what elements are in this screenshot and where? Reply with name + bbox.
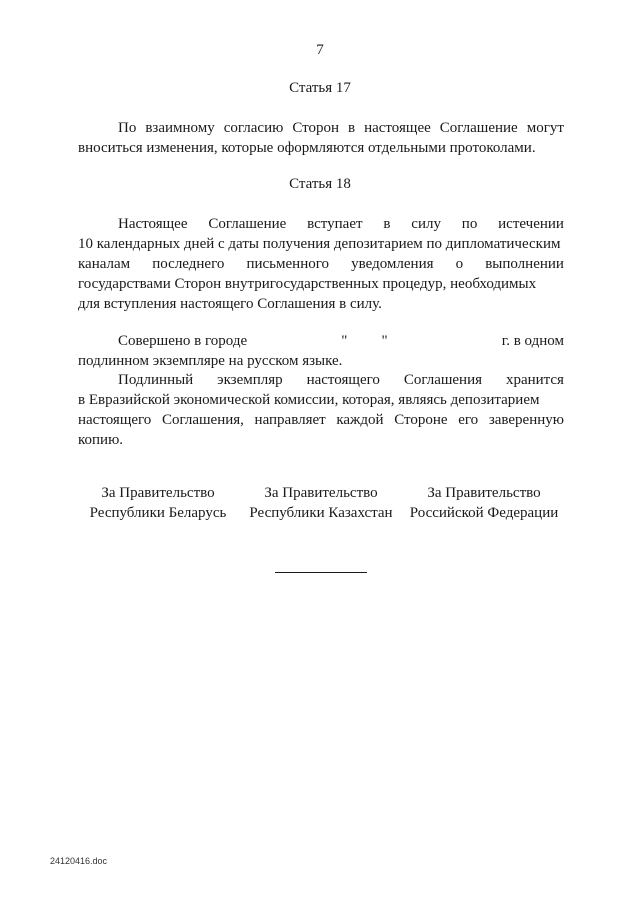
footer-file-code: 24120416.doc <box>50 856 108 866</box>
word: настоящего <box>78 412 152 428</box>
word: уведомления <box>351 256 434 272</box>
word: Соглашение <box>208 216 287 232</box>
word: письменного <box>246 256 330 272</box>
word: настоящего <box>306 372 380 388</box>
done-at-line <box>78 331 564 351</box>
signature-line-2: Российской Федерации <box>409 505 559 521</box>
word: экземпляр <box>217 372 283 388</box>
word: настоящее <box>364 120 431 136</box>
page-number: 7 <box>316 42 324 58</box>
article-17-paragraph <box>78 118 564 158</box>
word: каналам <box>78 256 131 272</box>
text-line <box>78 138 564 158</box>
word: его <box>458 412 479 428</box>
word: в <box>348 120 356 136</box>
word: Стороне <box>394 412 448 428</box>
signature-blocks <box>78 483 564 523</box>
word: копию. <box>78 432 124 448</box>
text-line <box>78 214 564 234</box>
word: вноситься изменения, которые оформляются отдельными протоколами. <box>78 140 536 156</box>
word: взаимному <box>145 120 215 136</box>
text-line <box>78 390 564 410</box>
word: Соглашения <box>403 372 483 388</box>
signature-line-1: За Правительство <box>427 485 541 501</box>
done-at-year-label: г. в одном <box>501 333 564 349</box>
word: выполнении <box>485 256 564 272</box>
signature-kazakhstan <box>241 483 401 523</box>
text-line <box>78 274 564 294</box>
signature-line-1: За Правительство <box>264 485 378 501</box>
word: согласию <box>223 120 284 136</box>
word: 10 календарных дней с даты получения депозитарием по дипломатическим <box>78 236 561 252</box>
article-17-title: Статья 17 <box>289 80 351 96</box>
word: государствами Сторон внутригосударственных процедур, необходимых <box>78 276 537 292</box>
word: в Евразийской экономической комиссии, которая, являясь депозитарием <box>78 392 540 408</box>
word: хранится <box>505 372 564 388</box>
word: могут <box>526 120 564 136</box>
article-18-paragraph <box>78 214 564 314</box>
signature-russia <box>404 483 564 523</box>
text-line <box>78 370 564 390</box>
text-line <box>78 430 564 450</box>
end-separator-line <box>275 572 367 573</box>
word: по <box>461 216 478 232</box>
word: каждой <box>336 412 384 428</box>
done-at-city-label: Совершено в городе <box>118 333 248 349</box>
text-line <box>78 294 564 314</box>
date-quote-open: " <box>341 333 348 349</box>
article-18-title: Статья 18 <box>289 176 351 192</box>
word: Настоящее <box>118 216 188 232</box>
original-copy-paragraph <box>78 370 564 450</box>
date-quote-close: " <box>381 333 388 349</box>
text-line <box>78 118 564 138</box>
word: Сторон <box>292 120 340 136</box>
text-line <box>78 254 564 274</box>
word: вступает <box>307 216 363 232</box>
signature-line-2: Республики Казахстан <box>249 505 393 521</box>
word: истечении <box>498 216 564 232</box>
word: По <box>118 120 137 136</box>
word: о <box>455 256 464 272</box>
done-at-paragraph <box>78 331 564 371</box>
signature-belarus <box>78 483 238 523</box>
signature-line-2: Республики Беларусь <box>89 505 227 521</box>
signature-line-1: За Правительство <box>101 485 215 501</box>
text-line <box>78 410 564 430</box>
word: Соглашение <box>439 120 518 136</box>
word: заверенную <box>488 412 564 428</box>
done-at-line-2 <box>78 351 564 371</box>
word: силу <box>411 216 441 232</box>
word: Подлинный <box>118 372 194 388</box>
word: для вступления настоящего Соглашения в силу. <box>78 296 382 312</box>
word: последнего <box>152 256 225 272</box>
word: в <box>383 216 391 232</box>
word: Соглашения, <box>161 412 244 428</box>
done-at-language-text: подлинном экземпляре на русском языке. <box>78 353 343 369</box>
text-line <box>78 234 564 254</box>
word: направляет <box>254 412 326 428</box>
